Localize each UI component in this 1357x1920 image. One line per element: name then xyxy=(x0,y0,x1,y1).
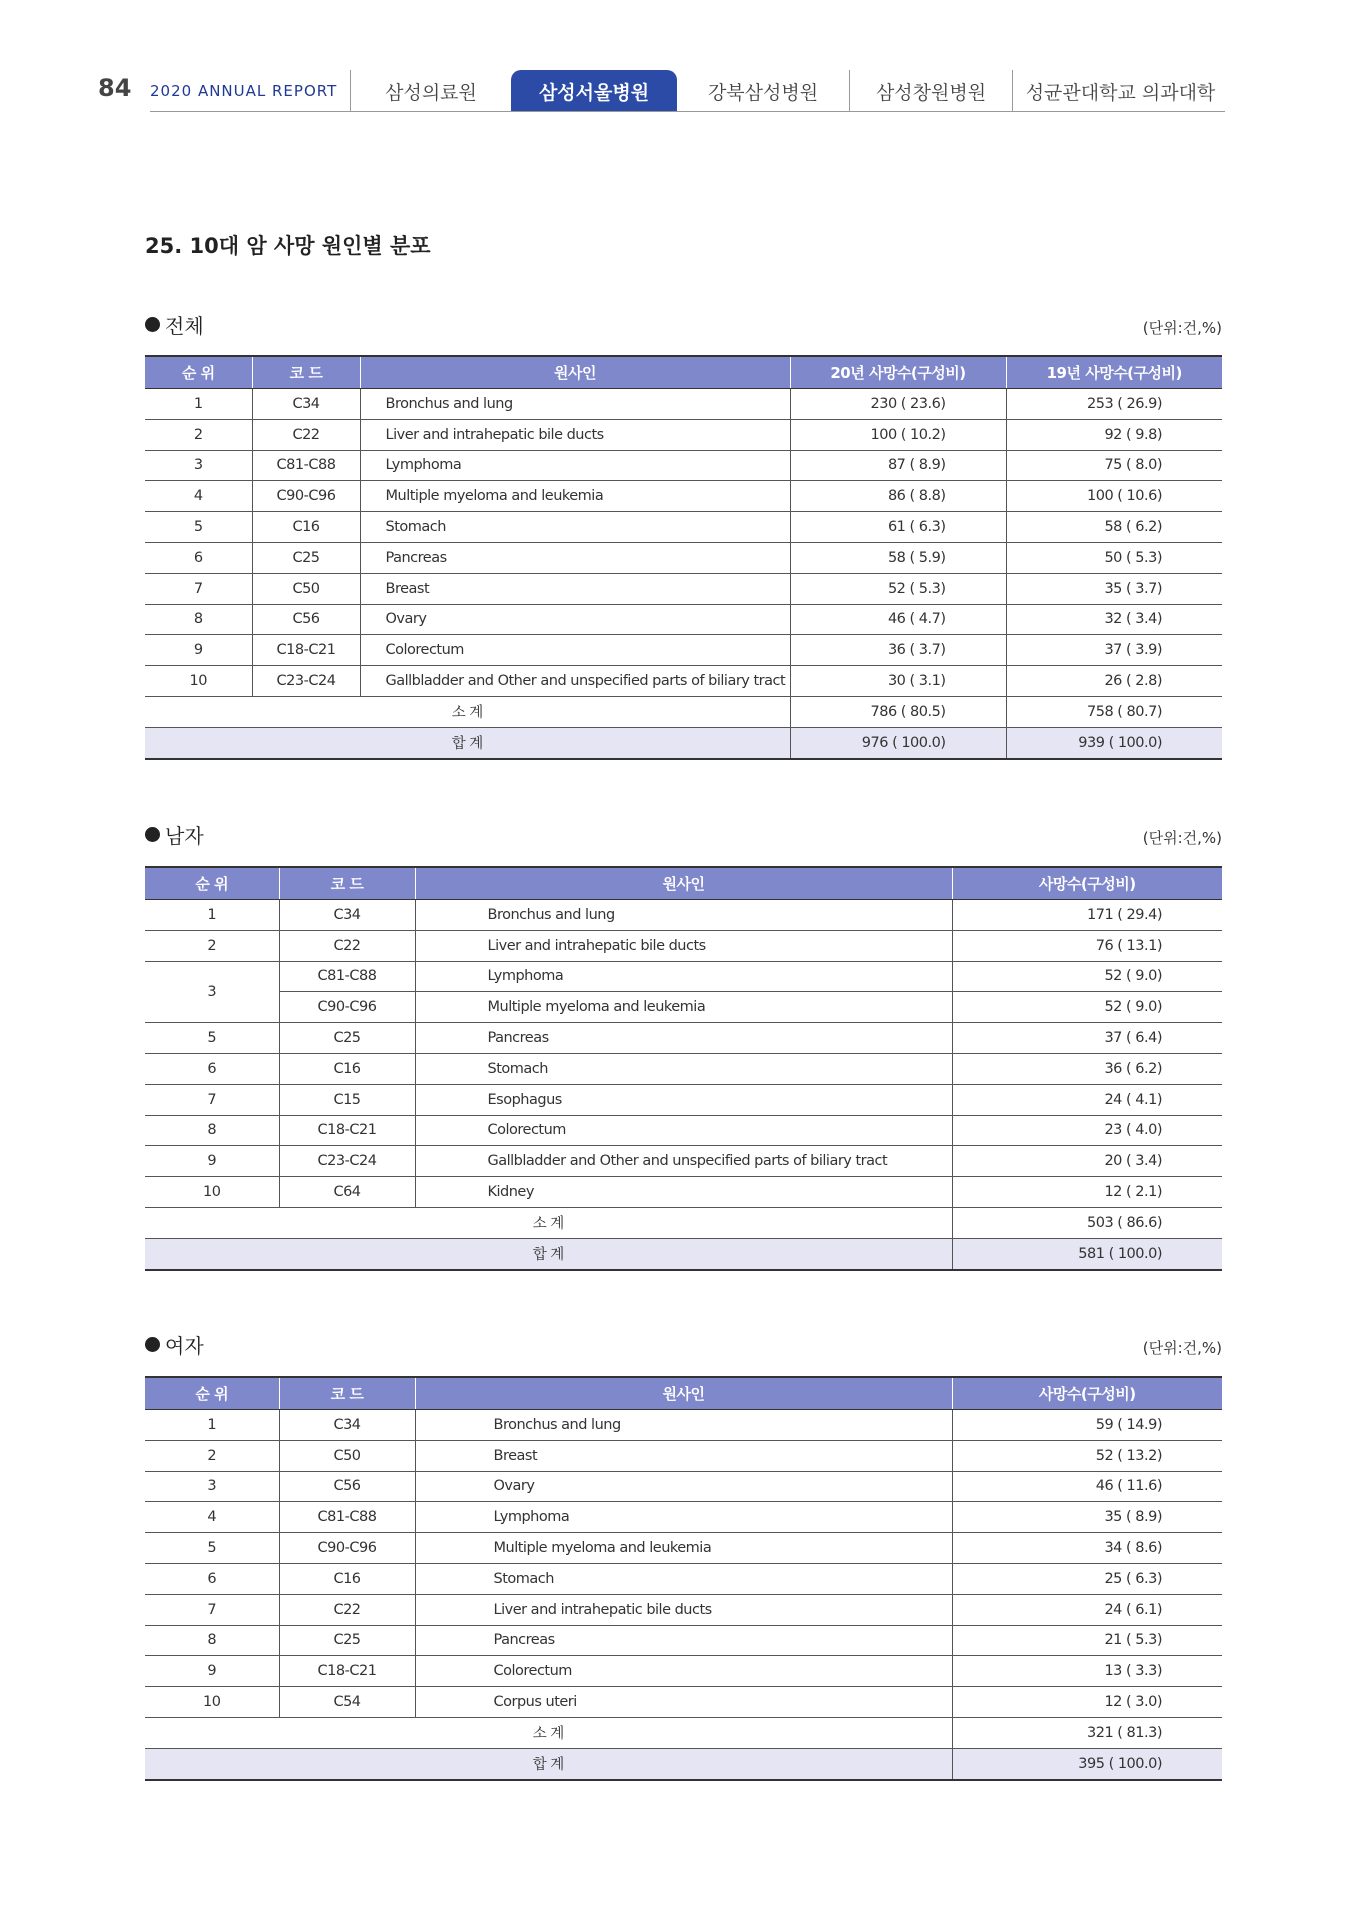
subtotal-value: 503 ( 86.6) xyxy=(952,1207,1222,1238)
table-row xyxy=(145,900,1222,931)
rank-cell: 1 xyxy=(145,1410,279,1441)
code-cell: C23-C24 xyxy=(252,666,360,697)
table-row xyxy=(145,1410,1222,1441)
cause-cell: Stomach xyxy=(360,512,790,543)
cause-cell: Ovary xyxy=(360,604,790,635)
code-cell: C22 xyxy=(252,419,360,450)
value-2020-cell: 100 ( 10.2) xyxy=(790,419,1006,450)
table-female xyxy=(145,1376,1222,1781)
rank-cell: 5 xyxy=(145,1023,279,1054)
value-cell: 25 ( 6.3) xyxy=(952,1563,1222,1594)
code-cell: C50 xyxy=(252,573,360,604)
cause-cell: Multiple myeloma and leukemia xyxy=(360,481,790,512)
table-row xyxy=(145,1053,1222,1084)
code-cell: C81-C88 xyxy=(279,961,415,992)
unit-label: (단위:건,%) xyxy=(1142,1339,1222,1357)
value-2019-cell: 26 ( 2.8) xyxy=(1006,666,1222,697)
value-cell: 24 ( 4.1) xyxy=(952,1084,1222,1115)
column-header: 19년 사망수(구성비) xyxy=(1006,356,1222,389)
value-cell: 59 ( 14.9) xyxy=(952,1410,1222,1441)
value-cell: 171 ( 29.4) xyxy=(952,900,1222,931)
table-row xyxy=(145,1625,1222,1656)
cause-cell: Bronchus and lung xyxy=(360,389,790,420)
code-cell: C25 xyxy=(279,1625,415,1656)
table-row xyxy=(145,1502,1222,1533)
cause-cell: Colorectum xyxy=(415,1656,952,1687)
grand-total-row xyxy=(145,1238,1222,1269)
rank-cell: 2 xyxy=(145,930,279,961)
rank-cell: 8 xyxy=(145,1115,279,1146)
tab-samsung-seoul-hospital[interactable]: 삼성서울병원 xyxy=(511,70,677,112)
value-2019-cell: 253 ( 26.9) xyxy=(1006,389,1222,420)
value-cell: 46 ( 11.6) xyxy=(952,1471,1222,1502)
cause-cell: Lymphoma xyxy=(360,450,790,481)
cause-cell: Stomach xyxy=(415,1563,952,1594)
rank-cell: 9 xyxy=(145,1656,279,1687)
cause-cell: Liver and intrahepatic bile ducts xyxy=(360,419,790,450)
grand-total-label: 합 계 xyxy=(145,1238,952,1269)
rank-cell: 5 xyxy=(145,1533,279,1564)
table-row xyxy=(145,1656,1222,1687)
subtotal-2020: 786 ( 80.5) xyxy=(790,696,1006,727)
rank-cell: 1 xyxy=(145,900,279,931)
section-label-total xyxy=(145,310,204,339)
cause-cell: Bronchus and lung xyxy=(415,1410,952,1441)
value-cell: 37 ( 6.4) xyxy=(952,1023,1222,1054)
code-cell: C50 xyxy=(279,1440,415,1471)
value-2019-cell: 58 ( 6.2) xyxy=(1006,512,1222,543)
report-title: 2020 ANNUAL REPORT xyxy=(150,82,338,100)
column-header: 원사인 xyxy=(360,356,790,389)
code-cell: C54 xyxy=(279,1687,415,1718)
subtotal-row xyxy=(145,1207,1222,1238)
rank-cell: 1 xyxy=(145,389,252,420)
rank-cell: 7 xyxy=(145,1594,279,1625)
rank-cell: 4 xyxy=(145,1502,279,1533)
header-divider xyxy=(150,111,1225,112)
bullet-icon xyxy=(145,827,160,842)
column-header: 원사인 xyxy=(415,1377,952,1410)
subtotal-2019: 758 ( 80.7) xyxy=(1006,696,1222,727)
cause-cell: Colorectum xyxy=(415,1115,952,1146)
bullet-icon xyxy=(145,317,160,332)
page-number: 84 xyxy=(98,74,132,102)
hospital-tabs xyxy=(350,70,1228,112)
rank-cell: 6 xyxy=(145,1563,279,1594)
column-header: 순 위 xyxy=(145,867,279,900)
value-cell: 13 ( 3.3) xyxy=(952,1656,1222,1687)
table-row xyxy=(145,1594,1222,1625)
value-cell: 24 ( 6.1) xyxy=(952,1594,1222,1625)
subtotal-label: 소 계 xyxy=(145,1207,952,1238)
value-2019-cell: 32 ( 3.4) xyxy=(1006,604,1222,635)
value-2019-cell: 100 ( 10.6) xyxy=(1006,481,1222,512)
unit-label: (단위:건,%) xyxy=(1142,829,1222,847)
column-header: 20년 사망수(구성비) xyxy=(790,356,1006,389)
value-2020-cell: 46 ( 4.7) xyxy=(790,604,1006,635)
value-2020-cell: 230 ( 23.6) xyxy=(790,389,1006,420)
table-row xyxy=(145,389,1222,420)
rank-cell: 10 xyxy=(145,1177,279,1208)
cause-cell: Stomach xyxy=(415,1053,952,1084)
table-male xyxy=(145,866,1222,1271)
value-cell: 52 ( 9.0) xyxy=(952,961,1222,992)
value-cell: 12 ( 3.0) xyxy=(952,1687,1222,1718)
rank-cell: 4 xyxy=(145,481,252,512)
page-title: 25. 10대 암 사망 원인별 분포 xyxy=(145,234,431,258)
value-cell: 76 ( 13.1) xyxy=(952,930,1222,961)
rank-cell: 2 xyxy=(145,419,252,450)
tab-samsung-changwon-hospital[interactable]: 삼성창원병원 xyxy=(849,70,1012,112)
code-cell: C23-C24 xyxy=(279,1146,415,1177)
code-cell: C90-C96 xyxy=(279,1533,415,1564)
column-header: 코 드 xyxy=(279,867,415,900)
rank-cell: 8 xyxy=(145,604,252,635)
grand-total-row xyxy=(145,727,1222,758)
subtotal-label: 소 계 xyxy=(145,1717,952,1748)
table-row xyxy=(145,1115,1222,1146)
section-title: 남자 xyxy=(165,824,204,848)
cause-cell: Lymphoma xyxy=(415,961,952,992)
code-cell: C81-C88 xyxy=(252,450,360,481)
code-cell: C34 xyxy=(279,900,415,931)
grand-total-value: 395 ( 100.0) xyxy=(952,1748,1222,1779)
rank-cell: 2 xyxy=(145,1440,279,1471)
value-cell: 12 ( 2.1) xyxy=(952,1177,1222,1208)
value-cell: 36 ( 6.2) xyxy=(952,1053,1222,1084)
rank-cell: 6 xyxy=(145,542,252,573)
table-header-row xyxy=(145,1377,1222,1410)
code-cell: C25 xyxy=(252,542,360,573)
rank-cell: 5 xyxy=(145,512,252,543)
code-cell: C34 xyxy=(252,389,360,420)
table-row xyxy=(145,542,1222,573)
table-row xyxy=(145,1440,1222,1471)
value-2020-cell: 52 ( 5.3) xyxy=(790,573,1006,604)
rank-cell: 3 xyxy=(145,1471,279,1502)
value-2020-cell: 36 ( 3.7) xyxy=(790,635,1006,666)
cause-cell: Breast xyxy=(415,1440,952,1471)
unit-label: (단위:건,%) xyxy=(1142,319,1222,337)
grand-total-row xyxy=(145,1748,1222,1779)
grand-total-2020: 976 ( 100.0) xyxy=(790,727,1006,758)
value-2020-cell: 87 ( 8.9) xyxy=(790,450,1006,481)
table-row xyxy=(145,930,1222,961)
subtotal-row xyxy=(145,696,1222,727)
code-cell: C18-C21 xyxy=(279,1656,415,1687)
subtotal-row xyxy=(145,1717,1222,1748)
code-cell: C90-C96 xyxy=(279,992,415,1023)
value-cell: 34 ( 8.6) xyxy=(952,1533,1222,1564)
grand-total-label: 합 계 xyxy=(145,727,790,758)
rank-cell: 7 xyxy=(145,573,252,604)
column-header: 코 드 xyxy=(279,1377,415,1410)
value-cell: 21 ( 5.3) xyxy=(952,1625,1222,1656)
value-2019-cell: 75 ( 8.0) xyxy=(1006,450,1222,481)
value-cell: 23 ( 4.0) xyxy=(952,1115,1222,1146)
cause-cell: Multiple myeloma and leukemia xyxy=(415,1533,952,1564)
cause-cell: Lymphoma xyxy=(415,1502,952,1533)
cause-cell: Corpus uteri xyxy=(415,1687,952,1718)
code-cell: C90-C96 xyxy=(252,481,360,512)
table-row xyxy=(145,1563,1222,1594)
rank-cell: 3 xyxy=(145,450,252,481)
subtotal-label: 소 계 xyxy=(145,696,790,727)
value-2019-cell: 37 ( 3.9) xyxy=(1006,635,1222,666)
table-row xyxy=(145,1023,1222,1054)
code-cell: C16 xyxy=(279,1563,415,1594)
value-2019-cell: 92 ( 9.8) xyxy=(1006,419,1222,450)
rank-cell: 9 xyxy=(145,1146,279,1177)
value-2019-cell: 35 ( 3.7) xyxy=(1006,573,1222,604)
table-row xyxy=(145,573,1222,604)
code-cell: C15 xyxy=(279,1084,415,1115)
column-header: 사망수(구성비) xyxy=(952,1377,1222,1410)
section-title: 전체 xyxy=(165,314,204,338)
table-row xyxy=(145,635,1222,666)
table-row xyxy=(145,666,1222,697)
table-total xyxy=(145,355,1222,760)
rank-cell: 10 xyxy=(145,1687,279,1718)
column-header: 사망수(구성비) xyxy=(952,867,1222,900)
value-cell: 52 ( 9.0) xyxy=(952,992,1222,1023)
section-title: 여자 xyxy=(165,1334,204,1358)
value-cell: 52 ( 13.2) xyxy=(952,1440,1222,1471)
column-header: 순 위 xyxy=(145,1377,279,1410)
cause-cell: Gallbladder and Other and unspecified parts of biliary tract xyxy=(415,1146,952,1177)
table-row xyxy=(145,450,1222,481)
rank-cell: 9 xyxy=(145,635,252,666)
grand-total-value: 581 ( 100.0) xyxy=(952,1238,1222,1269)
section-label-male xyxy=(145,820,204,849)
table-header-row xyxy=(145,867,1222,900)
grand-total-label: 합 계 xyxy=(145,1748,952,1779)
code-cell: C18-C21 xyxy=(279,1115,415,1146)
code-cell: C25 xyxy=(279,1023,415,1054)
rank-cell: 8 xyxy=(145,1625,279,1656)
column-header: 코 드 xyxy=(252,356,360,389)
cause-cell: Multiple myeloma and leukemia xyxy=(415,992,952,1023)
cause-cell: Colorectum xyxy=(360,635,790,666)
table-row xyxy=(145,419,1222,450)
subtotal-value: 321 ( 81.3) xyxy=(952,1717,1222,1748)
code-cell: C64 xyxy=(279,1177,415,1208)
column-header: 순 위 xyxy=(145,356,252,389)
value-2020-cell: 58 ( 5.9) xyxy=(790,542,1006,573)
cause-cell: Gallbladder and Other and unspecified parts of biliary tract xyxy=(360,666,790,697)
rank-cell: 7 xyxy=(145,1084,279,1115)
cause-cell: Pancreas xyxy=(360,542,790,573)
tab-skku-medicine[interactable]: 성균관대학교 의과대학 xyxy=(1012,70,1228,112)
code-cell: C18-C21 xyxy=(252,635,360,666)
cause-cell: Pancreas xyxy=(415,1023,952,1054)
cause-cell: Liver and intrahepatic bile ducts xyxy=(415,1594,952,1625)
cause-cell: Ovary xyxy=(415,1471,952,1502)
rank-cell: 3 xyxy=(145,961,279,1023)
table-row xyxy=(145,1687,1222,1718)
code-cell: C16 xyxy=(252,512,360,543)
cause-cell: Esophagus xyxy=(415,1084,952,1115)
section-label-female xyxy=(145,1330,204,1359)
tab-samsung-medical-center[interactable]: 삼성의료원 xyxy=(350,70,511,112)
rank-cell: 10 xyxy=(145,666,252,697)
table-row xyxy=(145,1177,1222,1208)
value-cell: 35 ( 8.9) xyxy=(952,1502,1222,1533)
table-row xyxy=(145,512,1222,543)
cause-cell: Bronchus and lung xyxy=(415,900,952,931)
column-header: 원사인 xyxy=(415,867,952,900)
code-cell: C16 xyxy=(279,1053,415,1084)
cause-cell: Kidney xyxy=(415,1177,952,1208)
table-row xyxy=(145,992,1222,1023)
table-row xyxy=(145,1471,1222,1502)
table-row xyxy=(145,1533,1222,1564)
value-2020-cell: 30 ( 3.1) xyxy=(790,666,1006,697)
rank-cell: 6 xyxy=(145,1053,279,1084)
grand-total-2019: 939 ( 100.0) xyxy=(1006,727,1222,758)
value-2020-cell: 61 ( 6.3) xyxy=(790,512,1006,543)
cause-cell: Pancreas xyxy=(415,1625,952,1656)
table-row xyxy=(145,1084,1222,1115)
table-row xyxy=(145,604,1222,635)
value-2019-cell: 50 ( 5.3) xyxy=(1006,542,1222,573)
code-cell: C56 xyxy=(252,604,360,635)
code-cell: C81-C88 xyxy=(279,1502,415,1533)
table-row xyxy=(145,1146,1222,1177)
table-row xyxy=(145,961,1222,992)
tab-kangbuk-samsung-hospital[interactable]: 강북삼성병원 xyxy=(707,81,819,104)
code-cell: C56 xyxy=(279,1471,415,1502)
code-cell: C34 xyxy=(279,1410,415,1441)
cause-cell: Breast xyxy=(360,573,790,604)
cause-cell: Liver and intrahepatic bile ducts xyxy=(415,930,952,961)
table-header-row xyxy=(145,356,1222,389)
code-cell: C22 xyxy=(279,930,415,961)
value-cell: 20 ( 3.4) xyxy=(952,1146,1222,1177)
table-row xyxy=(145,481,1222,512)
code-cell: C22 xyxy=(279,1594,415,1625)
bullet-icon xyxy=(145,1337,160,1352)
value-2020-cell: 86 ( 8.8) xyxy=(790,481,1006,512)
